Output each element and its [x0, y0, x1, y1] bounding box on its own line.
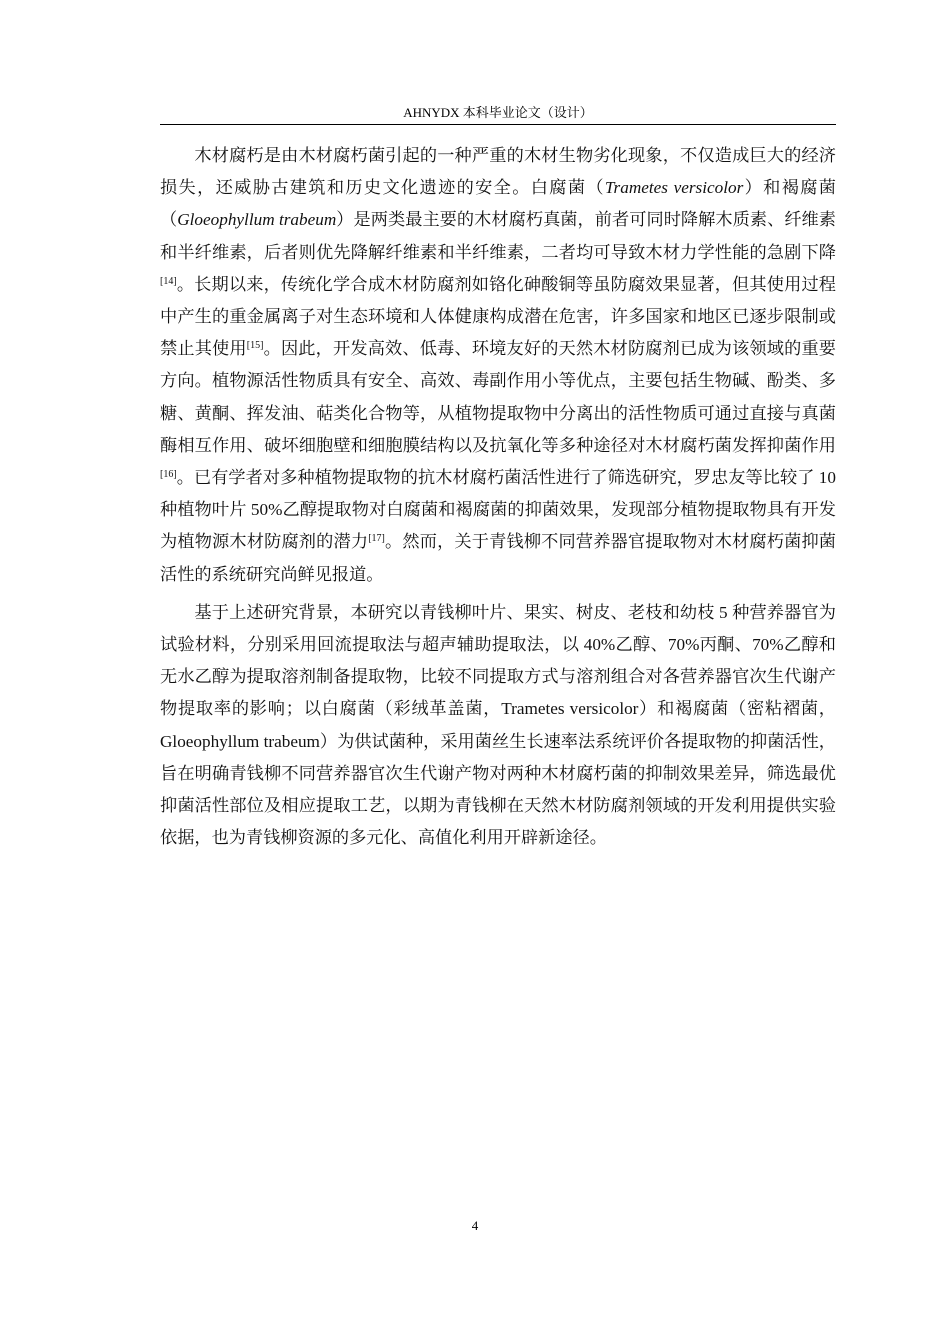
header-rule [160, 124, 836, 125]
page-number: 4 [471, 1218, 479, 1233]
text-run: 木材腐朽是由木材腐朽菌引起的一种严重的木材生物劣化现象，不仅造成巨大的经济损失，还威胁古建筑和历史文化遗迹的安全。白腐菌（ [160, 146, 836, 198]
citation-marker: [15] [246, 340, 264, 352]
paragraph-introduction [160, 140, 836, 591]
body-text [160, 140, 836, 854]
text-run: 基于上述研究背景，本研究以青钱柳叶片、果实、树皮、老枝和幼枝 5 种营养器官为试验材料，分别采用回流提取法与超声辅助提取法，以 40%乙醇、70%丙酮、70%乙醇和无水乙醇为提取溶剂制备提取物，比较不同提取方式与溶剂组合对各营养器官次生代谢产物提取率的影响；以白腐菌（彩绒革盖菌，Trametes versicolor）和褐腐菌（密粘褶菌，Gloeophyllum trabeum）为供试菌种，采用菌丝生长速率法系统评价各提取物的抑菌活性，旨在明确青钱柳不同营养器官次生代谢产物对两种木材腐朽菌的抑制效果差异，筛选最优抑菌活性部位及相应提取工艺，以期为青钱柳在天然木材防腐剂领域的开发利用提供实验依据，也为青钱柳资源的多元化、高值化利用开辟新途径。 [160, 602, 836, 848]
running-header: AHNYDX 本科毕业论文（设计） [403, 105, 593, 120]
text-run: 。然而，关于青钱柳不同营养器官提取物对木材腐朽菌抑菌活性的系统研究尚鲜见报道。 [160, 532, 836, 584]
citation-marker: [16] [160, 469, 177, 481]
citation-marker: [14] [160, 275, 177, 287]
text-run: 。长期以来，传统化学合成木材防腐剂如铬化砷酸铜等虽防腐效果显著，但其使用过程中产生的重金属离子对生态环境和人体健康构成潜在危害，许多国家和地区已逐步限制或禁止其使用 [160, 274, 836, 359]
paragraph-research-aim [160, 597, 836, 855]
citation-marker: [17] [368, 533, 385, 545]
text-run: 。已有学者对多种植物提取物的抗木材腐朽菌活性进行了筛选研究，罗忠友等比较了 10 种植物叶片 50%乙醇提取物对白腐菌和褐腐菌的抑菌效果，发现部分植物提取物具有开发为植物源木材防腐剂的潜力 [160, 468, 836, 552]
text-run: 。因此，开发高效、低毒、环境友好的天然木材防腐剂已成为该领域的重要方向。植物源活性物质具有安全、高效、毒副作用小等优点，主要包括生物碱、酚类、多糖、黄酮、挥发油、萜类化合物等，从植物提取物中分离出的活性物质可通过直接与真菌酶相互作用、破坏细胞壁和细胞膜结构以及抗氧化等多种途径对木材腐朽菌发挥抑菌作用 [160, 339, 836, 455]
text-run: ）和褐腐菌（ [160, 178, 836, 230]
species-name: Gloeophyllum trabeum [177, 210, 337, 230]
species-name: Trametes versicolor [604, 178, 744, 198]
text-run: ）是两类最主要的木材腐朽真菌，前者可同时降解木质素、纤维素和半纤维素，后者则优先降解纤维素和半纤维素，二者均可导致木材力学性能的急剧下降 [160, 210, 836, 262]
